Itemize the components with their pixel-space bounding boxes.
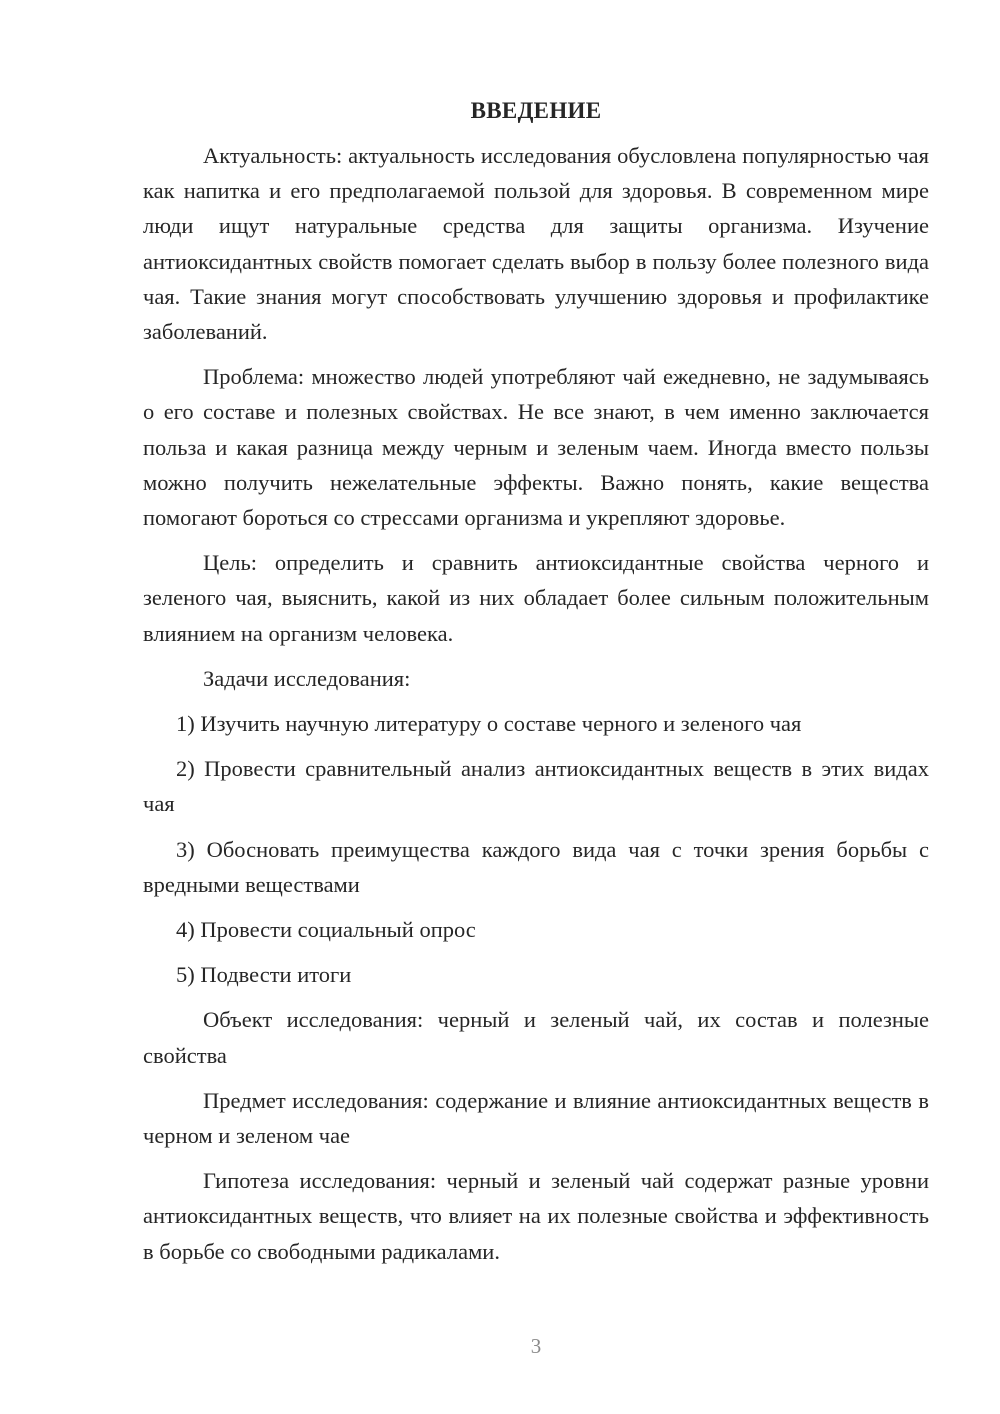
relevance-paragraph: Актуальность: актуальность исследования обусловлена популярностью чая как напитка и его предполагаемой пользой для здоровья. В современном мире люди ищут натуральные средства для защиты организма. Изучение антиоксидантных свойств помогает сделать выбор в пользу более полезного вида чая. Такие знания могут способствовать улучшению здоровья и профилактике заболеваний. <box>143 143 929 345</box>
task-item-4: 4) Провести социальный опрос <box>176 917 476 943</box>
section-heading: ВВЕДЕНИЕ <box>470 98 602 123</box>
tasks-title: Задачи исследования: <box>203 665 411 691</box>
problem-paragraph: Проблема: множество людей употребляют чай ежедневно, не задумываясь о его составе и полезных свойствах. Не все знают, в чем именно заключается польза и какая разница между черным и зеленым чаем. Иногда вместо пользы можно получить нежелательные эффекты. Важно понять, какие вещества помогают бороться со стрессами организма и укрепляют здоровье. <box>143 364 929 531</box>
task-item-2: 2) Провести сравнительный анализ антиоксидантных веществ в этих видах чая <box>143 756 929 817</box>
task-item-1: 1) Изучить научную литературу о составе черного и зеленого чая <box>176 711 802 737</box>
goal-paragraph: Цель: определить и сравнить антиоксидантные свойства черного и зеленого чая, выяснить, какой из них обладает более сильным положительным влиянием на организм человека. <box>143 550 929 646</box>
page-number: 3 <box>530 1334 542 1358</box>
task-item-3: 3) Обосновать преимущества каждого вида чая с точки зрения борьбы с вредными веществами <box>143 836 929 897</box>
object-paragraph: Объект исследования: черный и зеленый чай, их состав и полезные свойства <box>143 1007 929 1068</box>
document-page <box>143 93 929 1279</box>
task-item-5: 5) Подвести итоги <box>176 962 352 988</box>
subject-paragraph: Предмет исследования: содержание и влияние антиоксидантных веществ в черном и зеленом чае <box>143 1087 929 1149</box>
hypothesis-paragraph: Гипотеза исследования: черный и зеленый чай содержат разные уровни антиоксидантных веществ, что влияет на их полезные свойства и эффективность в борьбе со свободными радикалами. <box>143 1168 929 1264</box>
